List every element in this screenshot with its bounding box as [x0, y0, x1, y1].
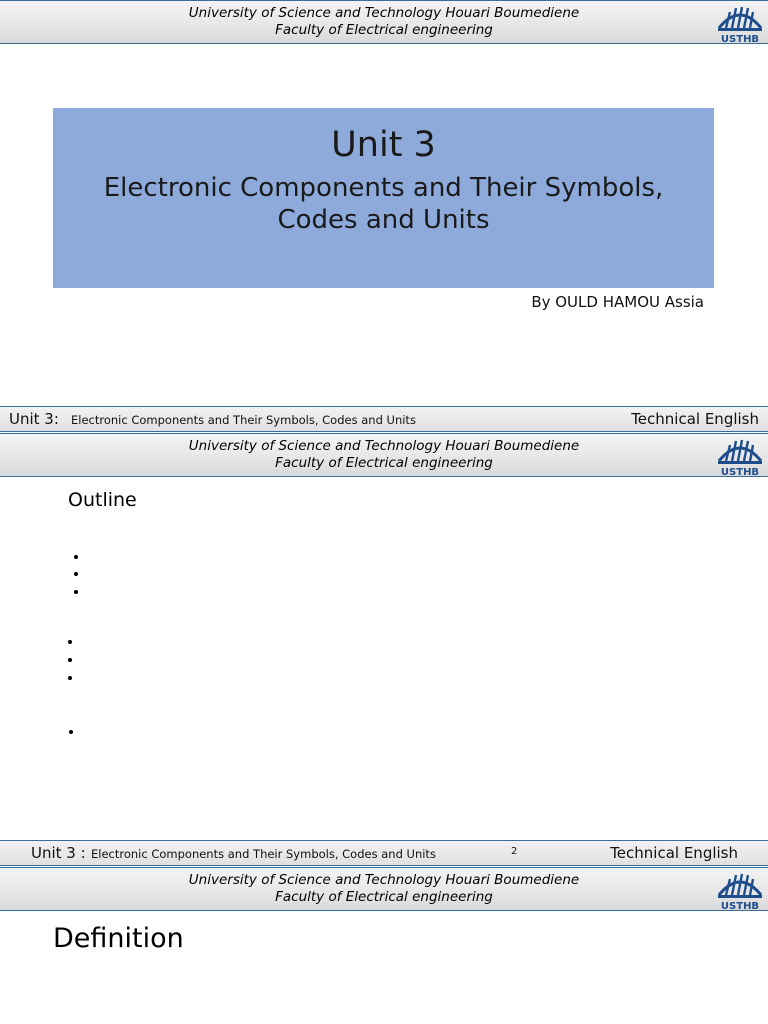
subtitle-line-1: Electronic Components and Their Symbols,	[103, 173, 664, 203]
footer-topic: Electronic Components and Their Symbols, Codes and Units	[71, 413, 416, 427]
university-header	[0, 867, 768, 911]
unit-subtitle	[53, 172, 714, 236]
page-number: 2	[511, 846, 518, 857]
usthb-logo	[715, 2, 765, 44]
university-header	[0, 433, 768, 477]
footer-course: Technical English	[610, 844, 738, 862]
university-name: University of Science and Technology Houari Boumediene	[188, 5, 580, 21]
outline-bullet	[68, 640, 72, 644]
footer-unit: Unit 3 :	[31, 844, 86, 862]
usthb-logo	[715, 869, 765, 911]
outline-bullet	[68, 658, 72, 662]
usthb-logo	[715, 435, 765, 477]
university-header	[0, 0, 768, 44]
university-name: University of Science and Technology Houari Boumediene	[188, 872, 580, 888]
outline-bullet	[74, 590, 78, 594]
logo-text: USTHB	[720, 34, 760, 44]
outline-bullet	[74, 555, 78, 559]
footer-course: Technical English	[631, 410, 759, 428]
faculty-name: Faculty of Electrical engineering	[275, 889, 493, 905]
logo-text: USTHB	[720, 901, 760, 911]
university-name: University of Science and Technology Houari Boumediene	[188, 438, 580, 454]
outline-heading: Outline	[68, 489, 137, 511]
footer-unit: Unit 3:	[9, 410, 59, 428]
outline-bullet	[69, 730, 73, 734]
author-line: By OULD HAMOU Assia	[531, 293, 704, 311]
header-text	[0, 438, 768, 472]
outline-bullet	[74, 572, 78, 576]
header-text	[0, 5, 768, 39]
slide-footer	[0, 840, 768, 866]
unit-title: Unit 3	[331, 125, 436, 165]
footer-topic: Electronic Components and Their Symbols, Codes and Units	[91, 847, 436, 861]
title-box	[53, 108, 714, 288]
outline-bullet	[68, 676, 72, 680]
definition-heading: Definition	[53, 923, 184, 954]
faculty-name: Faculty of Electrical engineering	[275, 455, 493, 471]
header-text	[0, 872, 768, 906]
slide-footer	[0, 406, 768, 432]
faculty-name: Faculty of Electrical engineering	[275, 22, 493, 38]
logo-text: USTHB	[720, 467, 760, 477]
subtitle-line-2: Codes and Units	[277, 205, 490, 235]
